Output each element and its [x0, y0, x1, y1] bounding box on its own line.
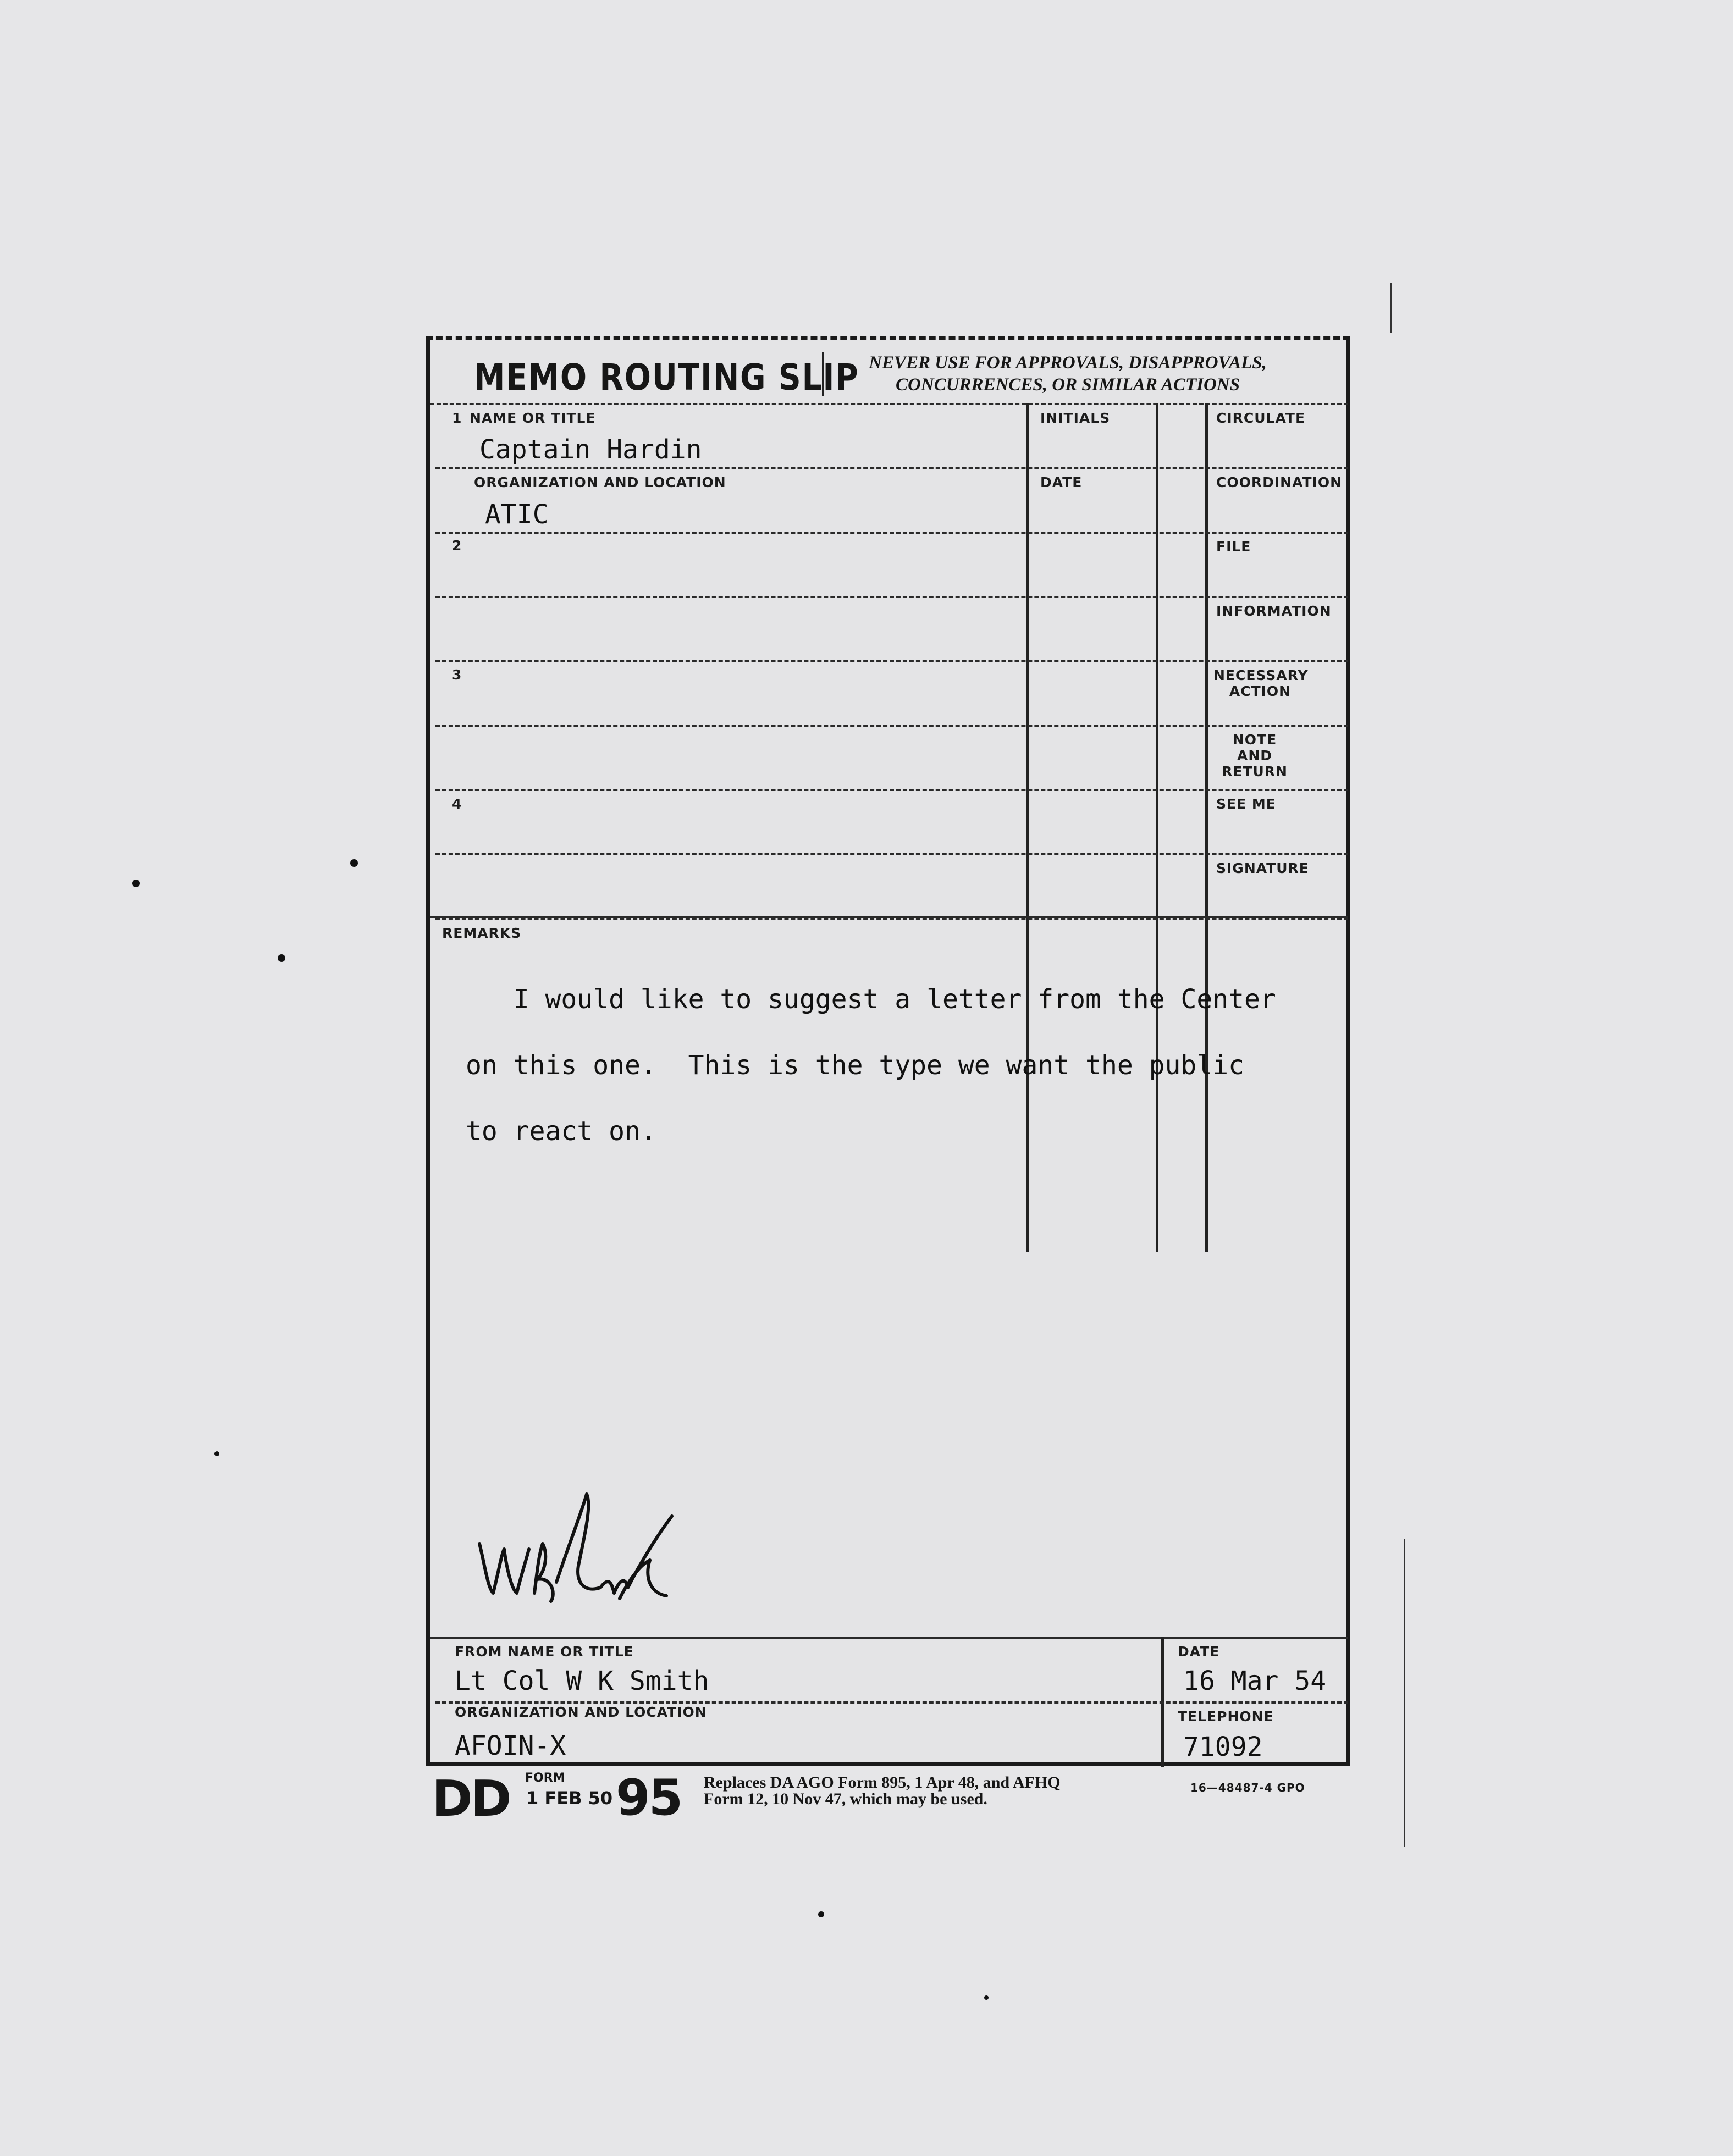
scan-edge-line	[1390, 283, 1392, 333]
row-4-number: 4	[452, 796, 462, 812]
scan-speck	[132, 880, 140, 887]
replaces-line-1: Replaces DA AGO Form 895, 1 Apr 48, and AFHQ	[704, 1773, 1061, 1792]
from-middle-line	[435, 1701, 1348, 1704]
scan-speck	[278, 954, 285, 962]
action-note-line-2: RETURN	[1222, 764, 1288, 780]
form-footer	[432, 1769, 1355, 1828]
row-line	[435, 532, 1348, 534]
organization-label: ORGANIZATION AND LOCATION	[474, 474, 726, 490]
action-signature: SIGNATURE	[1216, 860, 1309, 876]
action-necessary-line-1: NECESSARY	[1213, 667, 1309, 683]
action-circulate: CIRCULATE	[1216, 410, 1306, 426]
initials-label: INITIALS	[1040, 410, 1111, 426]
scan-speck	[350, 859, 358, 867]
row-1-number: 1	[452, 410, 462, 426]
from-org-label: ORGANIZATION AND LOCATION	[455, 1704, 707, 1720]
memo-routing-slip	[426, 336, 1350, 1766]
replaces-note	[704, 1774, 1144, 1807]
remarks-text: I would like to suggest a letter from the Center on this one. This is the type we want the public to react on.	[466, 984, 1276, 1147]
row-line	[435, 789, 1348, 791]
row-line	[435, 467, 1348, 469]
row-line	[435, 725, 1348, 727]
sender-date: 16 Mar 54	[1183, 1666, 1327, 1696]
row-3-number: 3	[452, 667, 462, 683]
action-necessary-action	[1213, 667, 1307, 699]
routing-bottom-line	[430, 916, 1348, 918]
replaces-line-2: Form 12, 10 Nov 47, which may be used.	[704, 1790, 987, 1808]
row-2-number: 2	[452, 538, 462, 554]
scan-speck	[214, 1451, 219, 1456]
action-note-and-return	[1213, 732, 1296, 780]
row-line	[435, 596, 1348, 598]
name-or-title-label: NAME OR TITLE	[470, 410, 596, 426]
sender-telephone: 71092	[1183, 1732, 1263, 1762]
date-label: DATE	[1040, 474, 1083, 490]
sender-organization: AFOIN-X	[455, 1731, 566, 1761]
scan-edge-line	[1404, 1539, 1405, 1847]
header-bottom-line	[430, 403, 1348, 405]
form-date: 1 FEB 50	[526, 1788, 613, 1809]
action-note-line-1: NOTE AND	[1232, 732, 1277, 764]
sender-name: Lt Col W K Smith	[455, 1666, 709, 1696]
form-number: 95	[616, 1769, 682, 1827]
handwritten-signature	[474, 1483, 727, 1626]
remarks-label: REMARKS	[442, 925, 522, 941]
form-warning	[815, 352, 1321, 396]
from-top-line	[430, 1637, 1348, 1639]
telephone-label: TELEPHONE	[1178, 1709, 1274, 1724]
action-file: FILE	[1216, 539, 1251, 555]
row-line	[435, 853, 1348, 855]
scan-speck	[984, 1995, 989, 2000]
action-coordination: COORDINATION	[1216, 474, 1343, 490]
form-dd-mark: DD	[432, 1770, 510, 1828]
print-code: 16—48487-4 GPO	[1190, 1781, 1305, 1794]
row-line	[435, 660, 1348, 662]
from-date-label: DATE	[1178, 1644, 1220, 1660]
action-see-me: SEE ME	[1216, 796, 1276, 812]
warning-line-1: NEVER USE FOR APPROVALS, DISAPPROVALS,	[869, 353, 1267, 373]
from-name-label: FROM NAME OR TITLE	[455, 1644, 634, 1660]
action-information: INFORMATION	[1216, 603, 1332, 619]
form-title: MEMO ROUTING SLIP	[474, 356, 859, 399]
warning-line-2: CONCURRENCES, OR SIMILAR ACTIONS	[896, 375, 1240, 395]
recipient-organization: ATIC	[485, 499, 549, 530]
action-necessary-line-2: ACTION	[1229, 683, 1292, 699]
form-word: FORM	[525, 1771, 565, 1785]
recipient-name: Captain Hardin	[479, 434, 702, 465]
scan-speck	[818, 1911, 824, 1917]
